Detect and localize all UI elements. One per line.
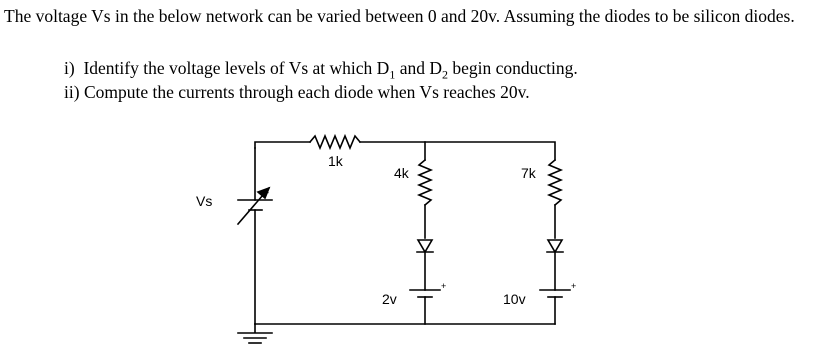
wire-top-left <box>255 142 310 148</box>
problem-statement: The voltage Vs in the below network can be varied between 0 and 20v. Assuming the diodes to be silicon diodes. <box>4 6 795 26</box>
diode-d2-body <box>548 240 562 252</box>
battery-2v-plus: + <box>441 281 447 291</box>
question-1-text-a: Identify the voltage levels of Vs at which D <box>83 58 390 78</box>
battery-10v-plus: + <box>571 281 577 291</box>
question-1-sub-2: 2 <box>441 67 448 82</box>
battery-2v-label: 2v <box>382 291 397 307</box>
resistor-1k <box>310 136 360 148</box>
battery-10v-label: 10v <box>503 291 526 307</box>
resistor-4k <box>419 160 431 205</box>
resistor-7k-label: 7k <box>521 165 536 181</box>
question-1-text-c: begin conducting. <box>447 58 578 78</box>
source-label: Vs <box>196 193 213 209</box>
question-1-text-b: and D <box>395 58 442 78</box>
diode-d1-body <box>418 240 432 252</box>
resistor-7k <box>549 160 561 205</box>
question-1-sub-1: 1 <box>389 67 396 82</box>
resistor-4k-label: 4k <box>394 165 409 181</box>
resistor-1k-label: 1k <box>328 153 343 169</box>
question-2-text: Compute the currents through each diode when Vs reaches 20v. <box>83 82 530 102</box>
source-plus-label: + <box>264 188 270 198</box>
question-2-number: ii) <box>64 82 80 102</box>
wire-top-right <box>360 142 555 160</box>
question-1-number: i) <box>64 58 75 78</box>
